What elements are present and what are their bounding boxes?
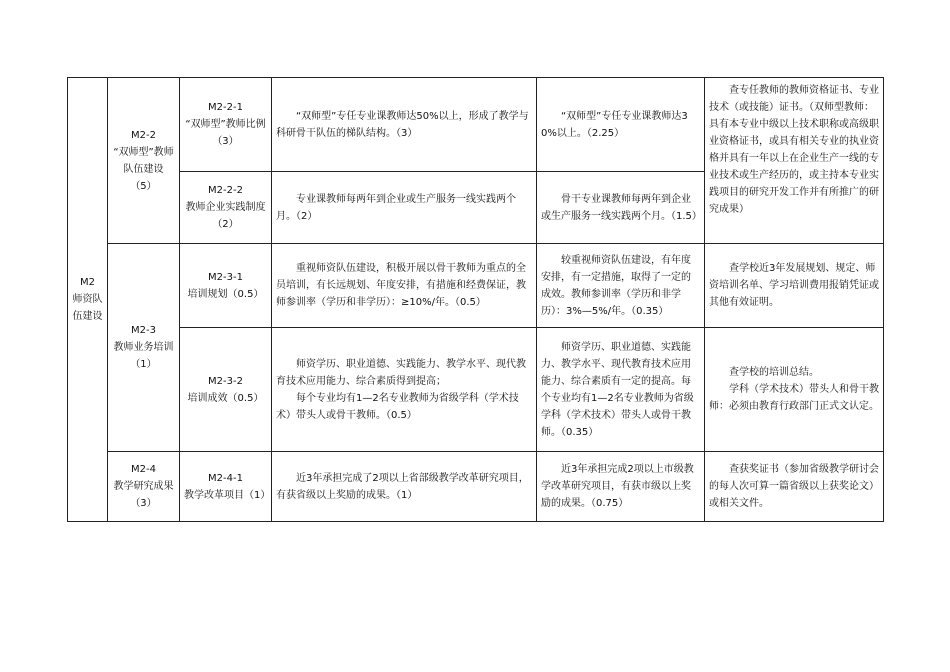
standard-c-cell: 骨干专业课教师每两年到企业或生产服务一线实践两个月。（1.5） (537, 172, 705, 244)
item-name: 培训规划（0.5） (187, 288, 264, 300)
table-row (68, 452, 884, 522)
item-score: （3） (212, 136, 239, 147)
note-cell: 查学校近3年发展规划、规定、师资培训名单、学习培训费用报销凭证或其他有效证明。 (705, 244, 884, 328)
group-cell (108, 452, 180, 522)
item-code: M2-4-1 (208, 472, 243, 484)
table-row (68, 244, 884, 328)
group-score: （5） (130, 180, 157, 192)
standard-a-cell: 近3年承担完成了2项以上省部级教学改革研究项目，有获省级以上奖励的成果。（1） (272, 452, 537, 522)
note-paragraph: 查学校的培训总结。 (729, 367, 819, 378)
note-cell: 查专任教师的教师资格证书、专业技术（或技能）证书。（双师型教师：具有本专业中级以上技术职称或高级职业资格证书，或具有相关专业的执业资格并具有一年以上在企业生产一线的专业技术或生产经历的，或主持本专业实践项目的研究开发工作并有所推广的研究成果） (705, 78, 884, 244)
group-name: 教学研究成果 (113, 481, 174, 492)
standard-c-cell: “双师型”专任专业课教师达30%以上。（2.25） (537, 78, 705, 172)
note-cell (705, 328, 884, 452)
standard-a-cell (272, 328, 537, 452)
table-row (68, 328, 884, 452)
group-score: （1） (130, 359, 157, 370)
group-cell (108, 244, 180, 452)
note-paragraph: 学科（学术技术）带头人和骨干教师：必须由教育行政部门正式文认定。 (709, 384, 879, 412)
group-name: 教师业务培训 (113, 342, 174, 353)
group-code: M2-4 (131, 464, 156, 475)
evaluation-table (67, 77, 884, 522)
item-cell (180, 328, 272, 452)
level1-name: 师资队伍建设 (72, 294, 103, 322)
item-code: M2-3-1 (208, 271, 243, 283)
group-code: M2-2 (131, 129, 156, 141)
level1-code: M2 (80, 277, 95, 288)
standard-a-paragraph: 每个专业均有1—2名专业教师为省级学科（学术技术）带头人或骨干教师。（0.5） (276, 392, 519, 421)
standard-a-paragraph: 师资学历、职业道德、实践能力、教学水平、现代教育技术应用能力、综合素质得到提高； (276, 358, 526, 387)
item-cell (180, 172, 272, 244)
group-name: “双师型”教师队伍建设 (113, 146, 174, 175)
standard-a-cell: “双师型”专任专业课教师达50%以上，形成了教学与科研骨干队伍的梯队结构。（3） (272, 78, 537, 172)
item-code: M2-3-2 (208, 375, 243, 387)
group-cell (108, 78, 180, 244)
group-score: （3） (130, 498, 157, 509)
item-cell (180, 452, 272, 522)
note-cell: 查获奖证书（参加省级教学研讨会的每人次可算一篇省级以上获奖论文）或相关文件。 (705, 452, 884, 522)
item-code: M2-2-2 (208, 185, 243, 196)
item-name: 教学改革项目（1） (184, 489, 271, 501)
item-cell (180, 78, 272, 172)
standard-a-cell: 专业课教师每两年到企业或生产服务一线实践两个月。（2） (272, 172, 537, 244)
item-name: “双师型”教师比例 (185, 119, 266, 130)
item-name: 教师企业实践制度 (185, 202, 266, 213)
table-row (68, 78, 884, 172)
standard-a-cell: 重视师资队伍建设，积极开展以骨干教师为重点的全员培训，有长远规划、年度安排，有措施和经费保证，教师参训率（学历和非学历）：≥10%/年。（0.5） (272, 244, 537, 328)
standard-c-cell: 师资学历、职业道德、实践能力、教学水平、现代教育技术应用能力、综合素质有一定的提高。每个专业均有1—2名专业教师为省级学科（学术技术）带头人或骨干教师。（0.35） (537, 328, 705, 452)
standard-c-cell: 近3年承担完成2项以上市级教学改革研究项目，有获市级以上奖励的成果。（0.75） (537, 452, 705, 522)
item-code: M2-2-1 (208, 102, 243, 113)
level1-cell (68, 78, 108, 522)
item-score: （2） (212, 219, 239, 230)
standard-c-cell: 较重视师资队伍建设，有年度安排，有一定措施，取得了一定的成效。教师参训率（学历和非学历）：3%—5%/年。（0.35） (537, 244, 705, 328)
item-name: 培训成效（0.5） (187, 392, 264, 404)
group-code: M2-3 (131, 325, 156, 336)
item-cell (180, 244, 272, 328)
